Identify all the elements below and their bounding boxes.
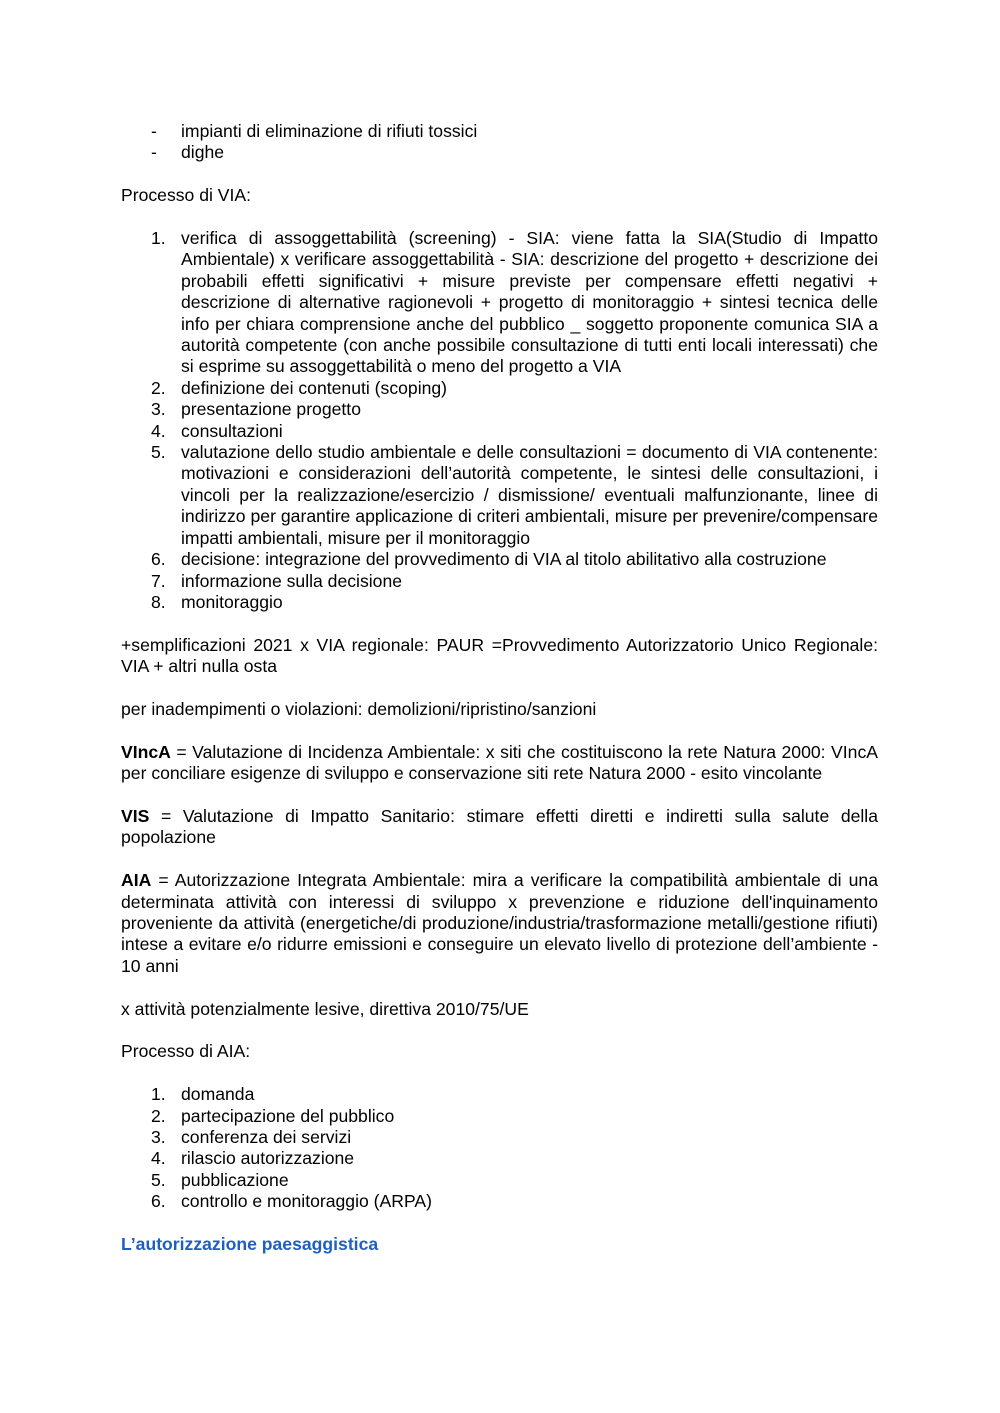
- attivita-paragraph: x attività potenzialmente lesive, direttiva 2010/75/UE: [121, 998, 529, 1019]
- list-item: - impianti di eliminazione di rifiuti tossici: [151, 121, 478, 141]
- intro-list: [121, 121, 878, 164]
- via-title: Processo di VIA:: [121, 185, 252, 206]
- semplificazioni-paragraph: +semplificazioni 2021 x VIA regionale: PAUR =Provvedimento Autorizzatorio Unico Regionale: VIA + altri nulla osta: [121, 634, 878, 677]
- via-steps-list: [121, 228, 878, 613]
- list-item: 2. definizione dei contenuti (scoping): [151, 377, 448, 398]
- list-item: 6. decisione: integrazione del provvedimento di VIA al titolo abilitativo alla costruzione: [151, 549, 827, 570]
- aia-term: AIA: [121, 870, 152, 891]
- list-item: 2. partecipazione del pubblico: [151, 1105, 395, 1126]
- list-item: 4. consultazioni: [151, 420, 283, 441]
- aia-steps-list: [121, 1084, 878, 1212]
- list-item: 8. monitoraggio: [151, 591, 283, 612]
- list-item: 1. verifica di assoggettabilità (screening) - SIA: viene fatta la SIA(Studio di Impatto Ambientale) x verificare assoggettabilità - SIA: descrizione del progetto + descrizione dei probabili effetti significativi + misure previste per compensare effetti negativi + descrizione di alternative ragionevoli + progetto di monitoraggio + sintesi tecnica delle info per chiara comprensione anche del pubblico _ soggetto proponente comunica SIA a autorità competente (con anche possibile consultazione di tutti enti locali interessati) che si esprime su assoggettabilità o meno del progetto a VIA: [151, 228, 878, 377]
- vis-paragraph: VIS = Valutazione di Impatto Sanitario: stimare effetti diretti e indiretti sulla salute della popolazione: [121, 805, 878, 848]
- vinca-paragraph: VIncA = Valutazione di Incidenza Ambientale: x siti che costituiscono la rete Natura 2000: VIncA per conciliare esigenze di sviluppo e conservazione siti rete Natura 2000 - esito vincolante: [121, 741, 878, 784]
- list-item: 5. valutazione dello studio ambientale e delle consultazioni = documento di VIA contenente: motivazioni e considerazioni dell’autorità competente, le sintesi delle consultazioni, i vincoli per la realizzazione/esercizio / dismissione/ eventuali malfunzionante, linee di indirizzo per garantire applicazione di criteri ambientali, misure per prevenire/compensare impatti ambientali, misure per il monitoraggio: [151, 442, 878, 548]
- vis-term: VIS: [121, 805, 150, 826]
- vinca-term: VIncA: [121, 741, 171, 762]
- list-item: - dighe: [151, 142, 225, 163]
- list-item: 7. informazione sulla decisione: [151, 570, 403, 591]
- section-heading: L’autorizzazione paesaggistica: [121, 1233, 379, 1254]
- list-item: 3. conferenza dei servizi: [151, 1126, 352, 1147]
- list-item: 6. controllo e monitoraggio (ARPA): [151, 1191, 432, 1212]
- list-item: 3. presentazione progetto: [151, 399, 361, 420]
- list-item: 4. rilascio autorizzazione: [151, 1148, 355, 1169]
- list-item: 1. domanda: [151, 1084, 255, 1105]
- aia-title: Processo di AIA:: [121, 1041, 251, 1062]
- list-item: 5. pubblicazione: [151, 1169, 289, 1190]
- aia-paragraph: AIA = Autorizzazione Integrata Ambientale: mira a verificare la compatibilità ambientale di una determinata attività con interessi di sviluppo x prevenzione e riduzione dell'inquinamento proveniente da attività (energetiche/di produzione/industria/trasformazione metalli/gestione rifiuti) intese a evitare e/o ridurre emissioni e conseguire un elevato livello di protezione dell’ambiente - 10 anni: [121, 870, 878, 976]
- inadempimenti-paragraph: per inadempimenti o violazioni: demolizioni/ripristino/sanzioni: [121, 698, 597, 719]
- page-content: [121, 121, 878, 1255]
